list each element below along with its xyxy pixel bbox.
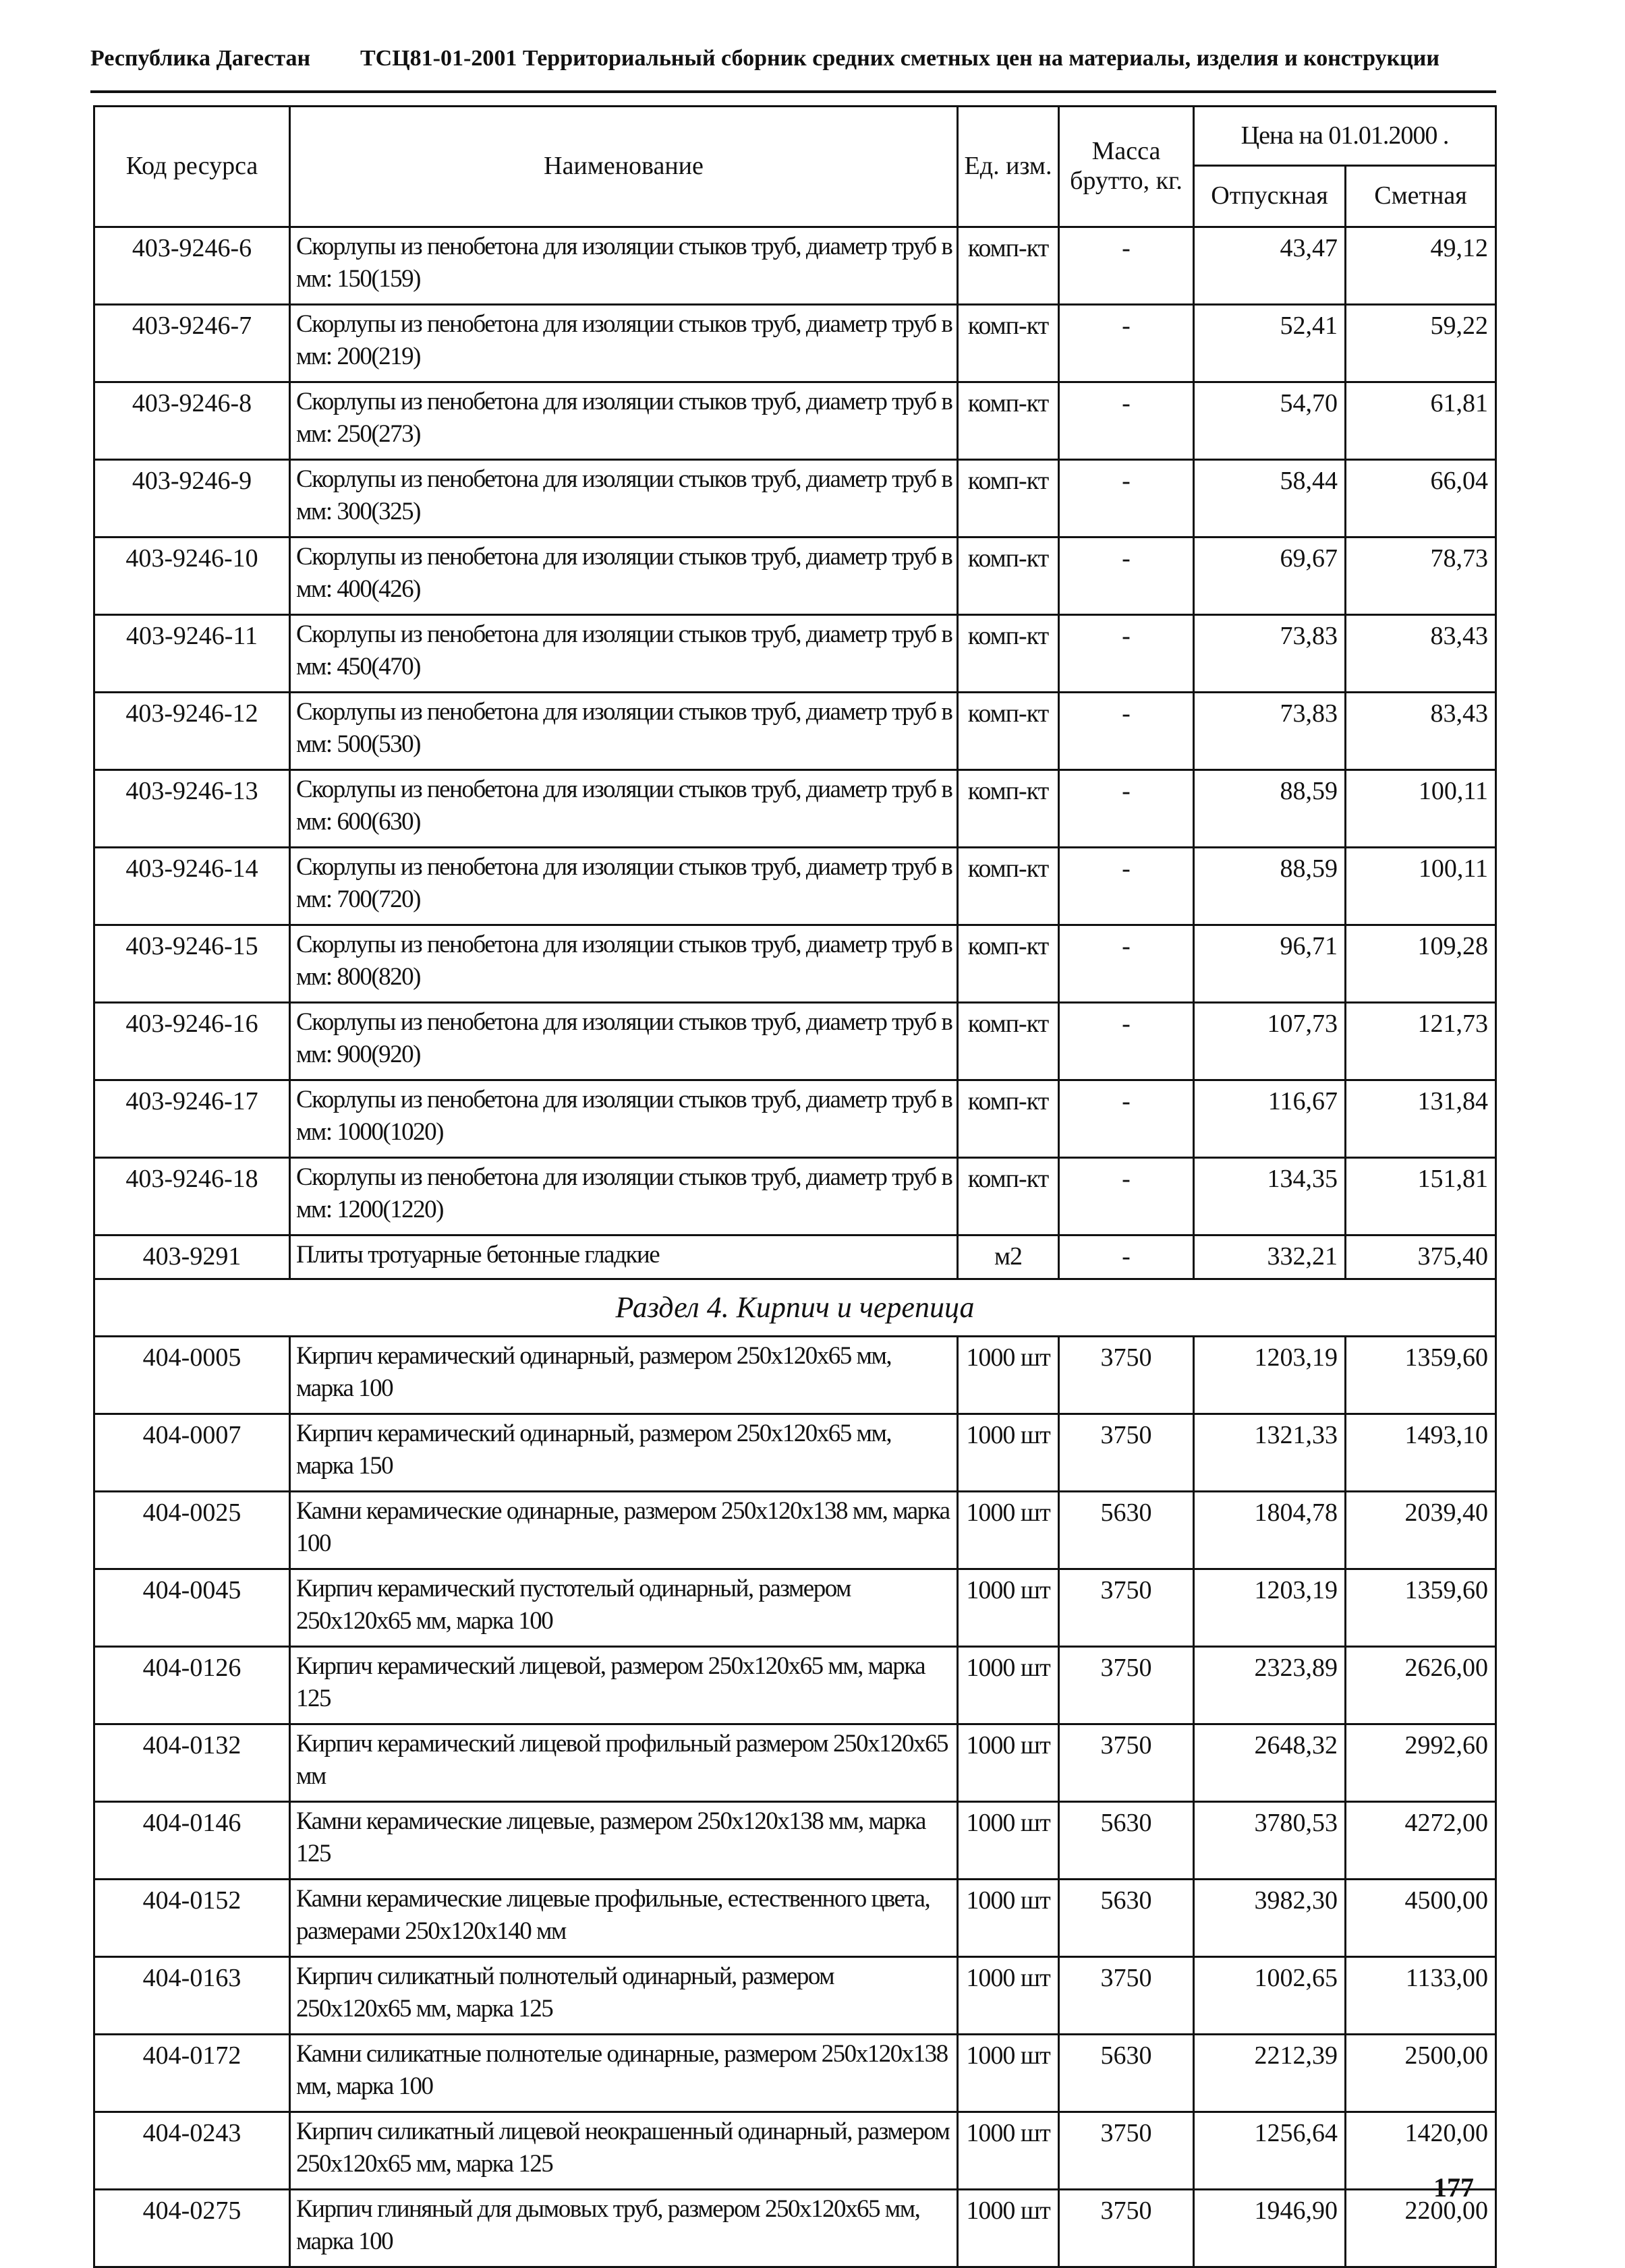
resource-name-cell: Скорлупы из пенобетона для изоляции стыков труб, диаметр труб в мм: 150(159) [290,227,958,305]
estimate-price-cell: 78,73 [1346,537,1496,615]
mass-cell: 5630 [1059,2035,1194,2112]
release-price-cell: 73,83 [1194,615,1346,693]
region-name: Республика Дагестан [90,46,311,71]
unit-cell: 1000 шт [958,1802,1059,1880]
resource-name-cell: Кирпич керамический лицевой, размером 250х120х65 мм, марка 125 [290,1647,958,1724]
section-title: Раздел 4. Кирпич и черепица [94,1279,1496,1337]
release-price-cell: 43,47 [1194,227,1346,305]
estimate-price-cell: 1133,00 [1346,1957,1496,2035]
mass-cell: - [1059,1003,1194,1080]
table-row [94,1158,1496,1235]
resource-name-cell: Кирпич силикатный лицевой неокрашенный одинарный, размером 250х120х65 мм, марка 125 [290,2112,958,2190]
resource-code-cell: 403-9246-8 [94,382,290,460]
table-row [94,615,1496,693]
unit-cell: комп-кт [958,770,1059,848]
table-row [94,1080,1496,1158]
page-header [90,46,1493,85]
page-number: 177 [1433,2172,1474,2203]
estimate-price-cell: 1420,00 [1346,2112,1496,2190]
resource-code-cell: 404-0005 [94,1337,290,1414]
price-table-container [93,105,1495,2268]
table-row [94,305,1496,382]
unit-cell: комп-кт [958,382,1059,460]
resource-name-cell: Плиты тротуарные бетонные гладкие [290,1235,958,1279]
release-price-cell: 3982,30 [1194,1880,1346,1957]
resource-name-cell: Скорлупы из пенобетона для изоляции стыков труб, диаметр труб в мм: 250(273) [290,382,958,460]
table-row [94,925,1496,1003]
estimate-price-cell: 4500,00 [1346,1880,1496,1957]
release-price-cell: 1946,90 [1194,2190,1346,2267]
mass-cell: - [1059,1158,1194,1235]
unit-cell: 1000 шт [958,1492,1059,1569]
table-row [94,1724,1496,1802]
unit-cell: комп-кт [958,925,1059,1003]
mass-cell: 3750 [1059,1569,1194,1647]
mass-cell: - [1059,1080,1194,1158]
resource-code-cell: 403-9246-6 [94,227,290,305]
estimate-price-cell: 100,11 [1346,848,1496,925]
release-price-cell: 1804,78 [1194,1492,1346,1569]
mass-cell: 3750 [1059,1724,1194,1802]
release-price-cell: 1203,19 [1194,1569,1346,1647]
resource-code-cell: 404-0045 [94,1569,290,1647]
table-row [94,1235,1496,1279]
release-price-cell: 116,67 [1194,1080,1346,1158]
column-header-mass: Масса брутто, кг. [1059,107,1194,227]
collection-title: ТСЦ81-01-2001 Территориальный сборник средних сметных цен на материалы, изделия и конструкции [360,46,1439,71]
mass-cell: - [1059,615,1194,693]
table-row [94,1647,1496,1724]
table-row [94,1802,1496,1880]
release-price-cell: 2648,32 [1194,1724,1346,1802]
mass-cell: 5630 [1059,1492,1194,1569]
table-row [94,693,1496,770]
table-row [94,2112,1496,2190]
unit-cell: 1000 шт [958,1647,1059,1724]
unit-cell: 1000 шт [958,1569,1059,1647]
resource-code-cell: 403-9246-15 [94,925,290,1003]
table-row [94,848,1496,925]
mass-cell: 3750 [1059,1414,1194,1492]
resource-name-cell: Скорлупы из пенобетона для изоляции стыков труб, диаметр труб в мм: 600(630) [290,770,958,848]
table-body-shells [94,227,1496,1279]
mass-cell: 3750 [1059,1647,1194,1724]
resource-code-cell: 403-9246-16 [94,1003,290,1080]
table-row [94,382,1496,460]
resource-code-cell: 404-0152 [94,1880,290,1957]
release-price-cell: 1203,19 [1194,1337,1346,1414]
price-table [93,105,1497,2268]
mass-cell: - [1059,1235,1194,1279]
mass-cell: 3750 [1059,1337,1194,1414]
estimate-price-cell: 2039,40 [1346,1492,1496,1569]
table-row [94,1569,1496,1647]
unit-cell: комп-кт [958,305,1059,382]
release-price-cell: 2212,39 [1194,2035,1346,2112]
table-row [94,2190,1496,2267]
estimate-price-cell: 1359,60 [1346,1569,1496,1647]
resource-name-cell: Кирпич керамический одинарный, размером 250х120х65 мм, марка 150 [290,1414,958,1492]
table-row [94,460,1496,537]
unit-cell: комп-кт [958,460,1059,537]
estimate-price-cell: 131,84 [1346,1080,1496,1158]
resource-name-cell: Скорлупы из пенобетона для изоляции стыков труб, диаметр труб в мм: 300(325) [290,460,958,537]
resource-code-cell: 403-9291 [94,1235,290,1279]
resource-code-cell: 403-9246-10 [94,537,290,615]
estimate-price-cell: 2626,00 [1346,1647,1496,1724]
resource-code-cell: 404-0025 [94,1492,290,1569]
release-price-cell: 1002,65 [1194,1957,1346,2035]
resource-name-cell: Скорлупы из пенобетона для изоляции стыков труб, диаметр труб в мм: 500(530) [290,693,958,770]
table-row [94,1957,1496,2035]
table-row [94,227,1496,305]
resource-name-cell: Скорлупы из пенобетона для изоляции стыков труб, диаметр труб в мм: 700(720) [290,848,958,925]
unit-cell: 1000 шт [958,2112,1059,2190]
resource-code-cell: 404-0146 [94,1802,290,1880]
unit-cell: 1000 шт [958,1414,1059,1492]
release-price-cell: 96,71 [1194,925,1346,1003]
release-price-cell: 1321,33 [1194,1414,1346,1492]
estimate-price-cell: 2200,00 [1346,2190,1496,2267]
unit-cell: комп-кт [958,227,1059,305]
resource-code-cell: 403-9246-9 [94,460,290,537]
estimate-price-cell: 1359,60 [1346,1337,1496,1414]
mass-cell: 3750 [1059,2190,1194,2267]
mass-cell: - [1059,382,1194,460]
table-row [94,537,1496,615]
unit-cell: комп-кт [958,537,1059,615]
table-row [94,1337,1496,1414]
resource-name-cell: Камни керамические одинарные, размером 250х120х138 мм, марка 100 [290,1492,958,1569]
resource-code-cell: 403-9246-12 [94,693,290,770]
release-price-cell: 2323,89 [1194,1647,1346,1724]
estimate-price-cell: 4272,00 [1346,1802,1496,1880]
table-row [94,2035,1496,2112]
unit-cell: 1000 шт [958,1957,1059,2035]
resource-name-cell: Кирпич глиняный для дымовых труб, размером 250х120х65 мм, марка 100 [290,2190,958,2267]
resource-name-cell: Скорлупы из пенобетона для изоляции стыков труб, диаметр труб в мм: 400(426) [290,537,958,615]
header-rule [90,90,1496,93]
resource-name-cell: Скорлупы из пенобетона для изоляции стыков труб, диаметр труб в мм: 800(820) [290,925,958,1003]
unit-cell: комп-кт [958,1003,1059,1080]
table-row [94,770,1496,848]
unit-cell: комп-кт [958,1080,1059,1158]
table-row [94,1003,1496,1080]
estimate-price-cell: 2500,00 [1346,2035,1496,2112]
estimate-price-cell: 151,81 [1346,1158,1496,1235]
unit-cell: 1000 шт [958,2035,1059,2112]
estimate-price-cell: 1493,10 [1346,1414,1496,1492]
estimate-price-cell: 375,40 [1346,1235,1496,1279]
resource-name-cell: Скорлупы из пенобетона для изоляции стыков труб, диаметр труб в мм: 1200(1220) [290,1158,958,1235]
table-header [94,107,1496,227]
resource-code-cell: 404-0007 [94,1414,290,1492]
unit-cell: 1000 шт [958,1880,1059,1957]
release-price-cell: 88,59 [1194,770,1346,848]
mass-cell: - [1059,305,1194,382]
resource-name-cell: Камни керамические лицевые профильные, естественного цвета, размерами 250х120х140 мм [290,1880,958,1957]
mass-cell: - [1059,537,1194,615]
unit-cell: 1000 шт [958,2190,1059,2267]
estimate-price-cell: 121,73 [1346,1003,1496,1080]
resource-code-cell: 403-9246-14 [94,848,290,925]
resource-code-cell: 403-9246-18 [94,1158,290,1235]
resource-code-cell: 404-0275 [94,2190,290,2267]
estimate-price-cell: 83,43 [1346,693,1496,770]
resource-name-cell: Кирпич керамический лицевой профильный размером 250х120х65 мм [290,1724,958,1802]
table-section [94,1279,1496,1337]
column-header-release-price: Отпускная [1194,166,1346,227]
mass-cell: - [1059,227,1194,305]
estimate-price-cell: 49,12 [1346,227,1496,305]
mass-cell: - [1059,925,1194,1003]
table-body-bricks [94,1337,1496,2267]
resource-name-cell: Кирпич силикатный полнотелый одинарный, размером 250х120х65 мм, марка 125 [290,1957,958,2035]
release-price-cell: 107,73 [1194,1003,1346,1080]
resource-name-cell: Камни силикатные полнотелые одинарные, размером 250х120х138 мм, марка 100 [290,2035,958,2112]
resource-name-cell: Камни керамические лицевые, размером 250х120х138 мм, марка 125 [290,1802,958,1880]
table-row [94,1880,1496,1957]
unit-cell: комп-кт [958,1158,1059,1235]
resource-code-cell: 403-9246-17 [94,1080,290,1158]
column-header-unit: Ед. изм. [958,107,1059,227]
release-price-cell: 134,35 [1194,1158,1346,1235]
release-price-cell: 1256,64 [1194,2112,1346,2190]
estimate-price-cell: 61,81 [1346,382,1496,460]
mass-cell: 5630 [1059,1802,1194,1880]
unit-cell: комп-кт [958,615,1059,693]
resource-code-cell: 404-0132 [94,1724,290,1802]
estimate-price-cell: 2992,60 [1346,1724,1496,1802]
release-price-cell: 54,70 [1194,382,1346,460]
mass-cell: 5630 [1059,1880,1194,1957]
estimate-price-cell: 83,43 [1346,615,1496,693]
table-row [94,1414,1496,1492]
release-price-cell: 3780,53 [1194,1802,1346,1880]
release-price-cell: 69,67 [1194,537,1346,615]
unit-cell: 1000 шт [958,1337,1059,1414]
resource-code-cell: 404-0243 [94,2112,290,2190]
unit-cell: 1000 шт [958,1724,1059,1802]
resource-name-cell: Кирпич керамический пустотелый одинарный, размером 250х120х65 мм, марка 100 [290,1569,958,1647]
resource-code-cell: 404-0126 [94,1647,290,1724]
mass-cell: - [1059,693,1194,770]
column-header-estimate-price: Сметная [1346,166,1496,227]
resource-name-cell: Кирпич керамический одинарный, размером 250х120х65 мм, марка 100 [290,1337,958,1414]
resource-name-cell: Скорлупы из пенобетона для изоляции стыков труб, диаметр труб в мм: 900(920) [290,1003,958,1080]
resource-code-cell: 404-0172 [94,2035,290,2112]
resource-code-cell: 403-9246-11 [94,615,290,693]
estimate-price-cell: 66,04 [1346,460,1496,537]
unit-cell: м2 [958,1235,1059,1279]
column-header-name: Наименование [290,107,958,227]
release-price-cell: 58,44 [1194,460,1346,537]
mass-cell: - [1059,848,1194,925]
column-header-code: Код ресурса [94,107,290,227]
resource-code-cell: 403-9246-13 [94,770,290,848]
estimate-price-cell: 100,11 [1346,770,1496,848]
mass-cell: - [1059,460,1194,537]
release-price-cell: 52,41 [1194,305,1346,382]
mass-cell: 3750 [1059,1957,1194,2035]
unit-cell: комп-кт [958,693,1059,770]
resource-name-cell: Скорлупы из пенобетона для изоляции стыков труб, диаметр труб в мм: 450(470) [290,615,958,693]
estimate-price-cell: 59,22 [1346,305,1496,382]
table-row [94,1492,1496,1569]
unit-cell: комп-кт [958,848,1059,925]
resource-name-cell: Скорлупы из пенобетона для изоляции стыков труб, диаметр труб в мм: 1000(1020) [290,1080,958,1158]
resource-code-cell: 404-0163 [94,1957,290,2035]
resource-name-cell: Скорлупы из пенобетона для изоляции стыков труб, диаметр труб в мм: 200(219) [290,305,958,382]
mass-cell: 3750 [1059,2112,1194,2190]
release-price-cell: 332,21 [1194,1235,1346,1279]
column-header-price: Цена на 01.01.2000 . [1194,107,1496,166]
release-price-cell: 88,59 [1194,848,1346,925]
estimate-price-cell: 109,28 [1346,925,1496,1003]
release-price-cell: 73,83 [1194,693,1346,770]
resource-code-cell: 403-9246-7 [94,305,290,382]
mass-cell: - [1059,770,1194,848]
